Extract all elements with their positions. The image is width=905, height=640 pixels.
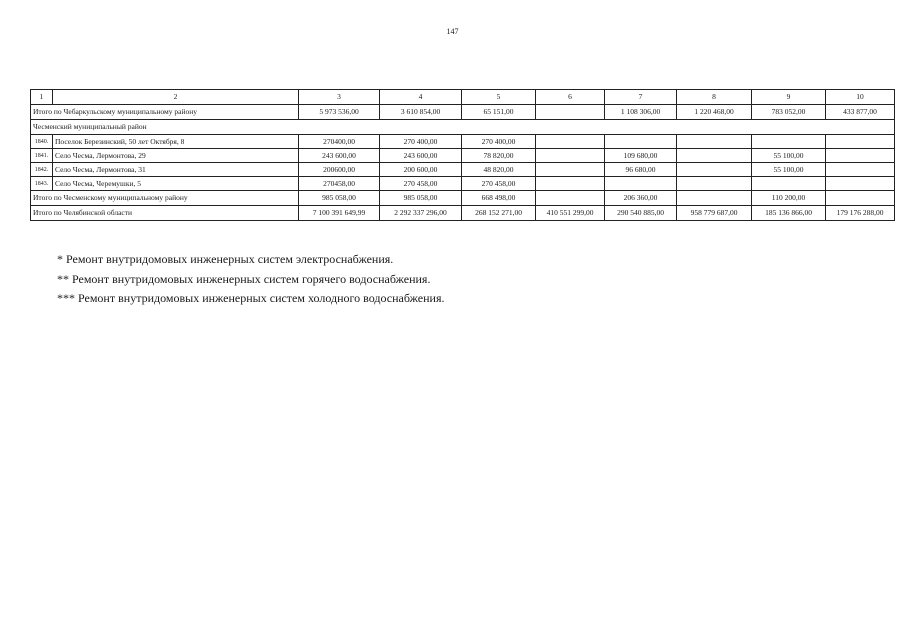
table-cell — [605, 177, 677, 191]
footnote-cold-water: *** Ремонт внутридомовых инженерных систем холодного водоснабжения. — [57, 291, 445, 305]
table-cell: 270 458,00 — [380, 177, 462, 191]
table-cell: 179 176 288,00 — [826, 206, 895, 221]
table-cell: 206 360,00 — [605, 191, 677, 206]
table-row — [31, 163, 895, 177]
table-cell: 290 540 885,00 — [605, 206, 677, 221]
page-number: 147 — [446, 27, 459, 36]
table-cell: 270 400,00 — [380, 135, 462, 149]
table-cell — [826, 163, 895, 177]
header-cell: 4 — [380, 90, 462, 105]
table-cell — [605, 135, 677, 149]
total-row — [31, 206, 895, 221]
table-cell — [536, 149, 605, 163]
table-cell: 270 400,00 — [462, 135, 536, 149]
table-cell: 958 779 687,00 — [677, 206, 752, 221]
table-row — [31, 135, 895, 149]
header-cell: 5 — [462, 90, 536, 105]
row-number: 1843. — [31, 177, 53, 191]
table-cell: 110 200,00 — [752, 191, 826, 206]
table-cell: 96 680,00 — [605, 163, 677, 177]
table-cell: 985 058,00 — [299, 191, 380, 206]
table-cell: 78 820,00 — [462, 149, 536, 163]
footnote-electric: * Ремонт внутридомовых инженерных систем электроснабжения. — [57, 252, 394, 266]
header-cell: 9 — [752, 90, 826, 105]
table-cell: 7 100 391 649,99 — [299, 206, 380, 221]
table-cell: 270400,00 — [299, 135, 380, 149]
table-cell: 268 152 271,00 — [462, 206, 536, 221]
table-cell: 433 877,00 — [826, 105, 895, 120]
table-cell — [536, 135, 605, 149]
table-cell — [826, 177, 895, 191]
table-cell: 55 100,00 — [752, 163, 826, 177]
table-cell: 109 680,00 — [605, 149, 677, 163]
table-cell: 243 600,00 — [380, 149, 462, 163]
total-row — [31, 105, 895, 120]
table-cell — [826, 191, 895, 206]
table-cell: 65 151,00 — [462, 105, 536, 120]
table-cell: 5 973 536,00 — [299, 105, 380, 120]
table-cell — [677, 163, 752, 177]
table-cell: 200 600,00 — [380, 163, 462, 177]
total-row — [31, 191, 895, 206]
table-cell: 200600,00 — [299, 163, 380, 177]
table-cell: 3 610 854,00 — [380, 105, 462, 120]
table-cell: 243 600,00 — [299, 149, 380, 163]
table-cell: 1 108 306,00 — [605, 105, 677, 120]
table-cell — [536, 177, 605, 191]
table-cell — [752, 177, 826, 191]
table-cell — [677, 191, 752, 206]
table-cell: 1 220 468,00 — [677, 105, 752, 120]
table-cell: 55 100,00 — [752, 149, 826, 163]
table-cell: 668 498,00 — [462, 191, 536, 206]
table-cell: 985 058,00 — [380, 191, 462, 206]
header-cell: 7 — [605, 90, 677, 105]
header-cell: 3 — [299, 90, 380, 105]
table-cell — [536, 105, 605, 120]
table-cell — [752, 135, 826, 149]
table-cell: 185 136 866,00 — [752, 206, 826, 221]
header-cell: 8 — [677, 90, 752, 105]
table-cell — [677, 149, 752, 163]
table-cell — [677, 177, 752, 191]
section-label: Чесменский муниципальный район — [31, 120, 895, 135]
row-number: 1840. — [31, 135, 53, 149]
table-cell — [826, 135, 895, 149]
table-cell: 2 292 337 296,00 — [380, 206, 462, 221]
row-label: Итого по Челябинской области — [31, 206, 299, 221]
row-address: Поселок Березинский, 50 лет Октября, 8 — [53, 135, 299, 149]
table-cell: 410 551 299,00 — [536, 206, 605, 221]
row-number: 1841. — [31, 149, 53, 163]
table-cell — [536, 163, 605, 177]
header-row — [31, 90, 895, 105]
header-cell: 10 — [826, 90, 895, 105]
header-cell: 6 — [536, 90, 605, 105]
table-cell: 270458,00 — [299, 177, 380, 191]
table-row — [31, 149, 895, 163]
footnote-hot-water: ** Ремонт внутридомовых инженерных систем горячего водоснабжения. — [57, 271, 431, 286]
footnotes — [57, 250, 445, 309]
row-number: 1842. — [31, 163, 53, 177]
row-address: Село Чесма, Лермонтова, 29 — [53, 149, 299, 163]
row-address: Село Чесма, Лермонтова, 31 — [53, 163, 299, 177]
section-row — [31, 120, 895, 135]
header-cell: 1 — [31, 90, 53, 105]
data-table — [30, 89, 895, 221]
table-row — [31, 177, 895, 191]
table-cell: 48 820,00 — [462, 163, 536, 177]
table-cell: 270 458,00 — [462, 177, 536, 191]
table-cell — [826, 149, 895, 163]
row-label: Итого по Чесменскому муниципальному району — [31, 191, 299, 206]
row-label: Итого по Чебаркульскому муниципальному району — [31, 105, 299, 120]
table-cell — [536, 191, 605, 206]
row-address: Село Чесма, Черемушки, 5 — [53, 177, 299, 191]
table-cell — [677, 135, 752, 149]
header-cell: 2 — [53, 90, 299, 105]
table-cell: 783 052,00 — [752, 105, 826, 120]
